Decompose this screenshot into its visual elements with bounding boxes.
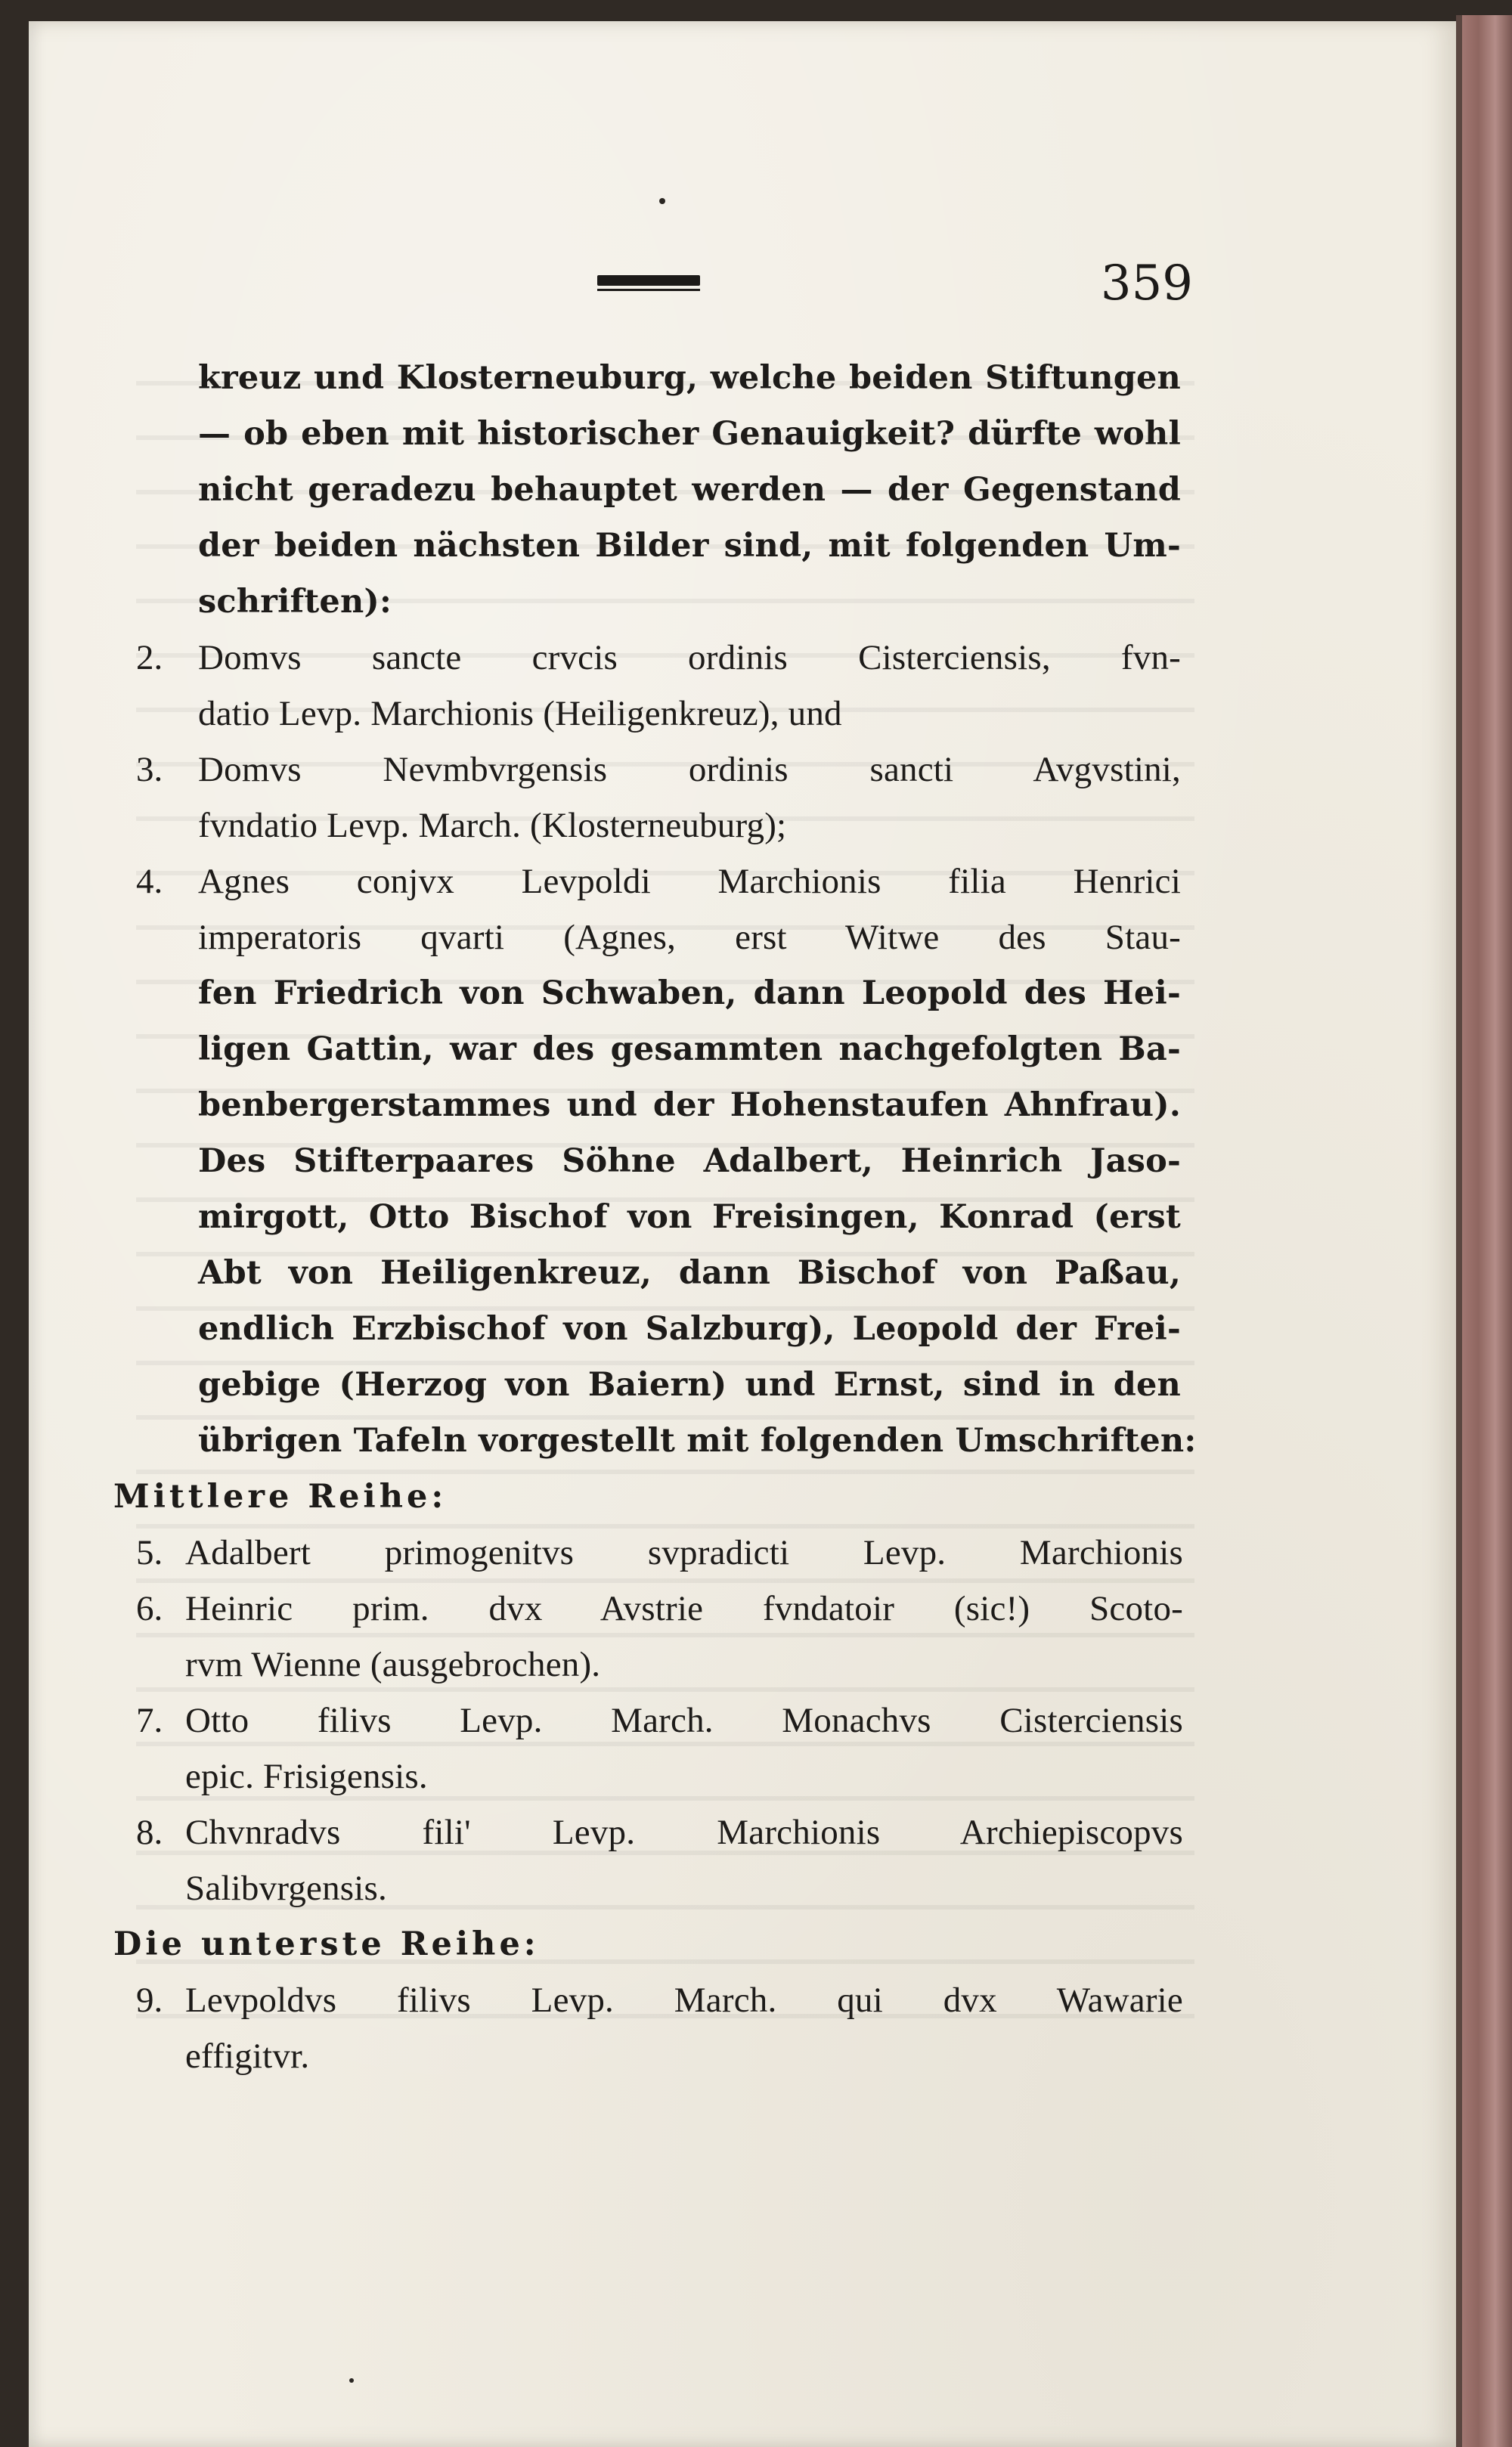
item-line: Domvs Nevmbvrgensis ordinis sancti Avgvstini,: [198, 750, 1181, 789]
item-number: 3.: [136, 750, 163, 789]
text-line: kreuz und Klosterneuburg, welche beiden Stiftungen: [198, 359, 1181, 397]
speck: [659, 198, 665, 204]
item-line: übrigen Tafeln vorgestellt mit folgenden Umschriften:: [198, 1422, 1197, 1460]
text-line: der beiden nächsten Bilder sind, mit folgenden Um-: [198, 527, 1181, 565]
item-line: Otto filivs Levp. March. Monachvs Cisterciensis: [185, 1701, 1183, 1740]
item-number: 4.: [136, 862, 163, 901]
item-line: mirgott, Otto Bischof von Freisingen, Konrad (erst: [198, 1198, 1181, 1236]
item-line: Levpoldvs filivs Levp. March. qui dvx Wawarie: [185, 1981, 1183, 2020]
header-rule-thin: [597, 289, 700, 291]
item-line: Chvnradvs fili' Levp. Marchionis Archiepiscopvs: [185, 1813, 1183, 1852]
item-line: Salibvrgensis.: [185, 1869, 387, 1908]
item-line: Abt von Heiligenkreuz, dann Bischof von Paßau,: [198, 1254, 1181, 1292]
text-line: schriften):: [198, 583, 392, 621]
item-line: Des Stifterpaares Söhne Adalbert, Heinrich Jaso-: [198, 1142, 1181, 1180]
page-number: 359: [1100, 256, 1193, 311]
item-number: 6.: [136, 1589, 163, 1628]
header-rule: [597, 275, 700, 286]
item-line: ligen Gattin, war des gesammten nachgefolgten Ba-: [198, 1030, 1181, 1068]
item-line: imperatoris qvarti (Agnes, erst Witwe des Stau-: [198, 918, 1181, 957]
item-line: Adalbert primogenitvs svpradicti Levp. Marchionis: [185, 1533, 1183, 1572]
item-number: 7.: [136, 1701, 163, 1740]
item-number: 2.: [136, 638, 163, 677]
item-line: gebige (Herzog von Baiern) und Ernst, sind in den: [198, 1366, 1181, 1404]
item-line: effigitvr.: [185, 2037, 310, 2076]
page-edge: [1456, 15, 1512, 2447]
text-line: nicht geradezu behauptet werden — der Gegenstand: [198, 471, 1181, 509]
item-line: rvm Wienne (ausgebrochen).: [185, 1645, 601, 1684]
item-line: benbergerstammes und der Hohenstaufen Ahnfrau).: [198, 1086, 1181, 1124]
item-line: Agnes conjvx Levpoldi Marchionis filia Henrici: [198, 862, 1181, 901]
section-heading: Mittlere Reihe:: [113, 1478, 448, 1516]
item-line: Domvs sancte crvcis ordinis Cisterciensis, fvn-: [198, 638, 1181, 677]
item-line: endlich Erzbischof von Salzburg), Leopold der Frei-: [198, 1310, 1181, 1348]
text-line: — ob eben mit historischer Genauigkeit? dürfte wohl: [198, 415, 1181, 453]
speck: [349, 2378, 354, 2383]
section-heading: Die unterste Reihe:: [113, 1925, 540, 1963]
item-line: fvndatio Levp. March. (Klosterneuburg);: [198, 806, 787, 845]
item-number: 9.: [136, 1981, 163, 2020]
item-number: 5.: [136, 1533, 163, 1572]
item-line: datio Levp. Marchionis (Heiligenkreuz), und: [198, 694, 842, 733]
item-number: 8.: [136, 1813, 163, 1852]
item-line: Heinric prim. dvx Avstrie fvndatoir (sic!) Scoto-: [185, 1589, 1183, 1628]
item-line: fen Friedrich von Schwaben, dann Leopold des Hei-: [198, 974, 1181, 1012]
item-line: epic. Frisigensis.: [185, 1757, 428, 1796]
